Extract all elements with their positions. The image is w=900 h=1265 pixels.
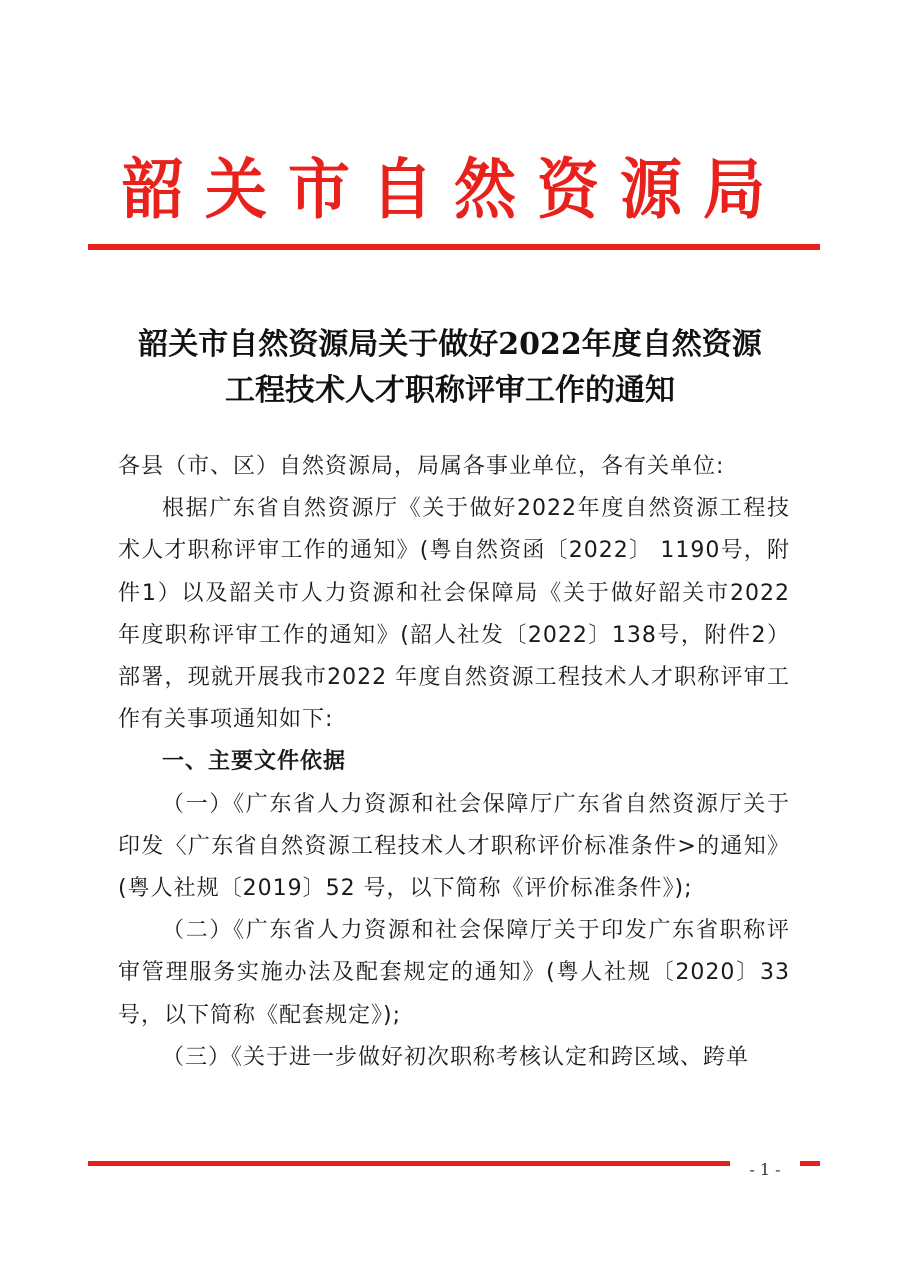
document-title-line-2: 工程技术人才职称评审工作的通知 <box>225 373 675 408</box>
document-title <box>100 322 800 414</box>
intro-paragraph: 根据广东省自然资源厅《关于做好2022年度自然资源工程技术人才职称评审工作的通知》(粤自然资函〔2022〕 1190号，附件1）以及韶关市人力资源和社会保障局《关于做好韶关市2022 年度职称评审工作的通知》(韶人社发〔2022〕138号，附件2）部署，现就开展我市2022 年度自然资源工程技术人才职称评审工作有关事项通知如下: <box>118 496 790 733</box>
section-heading-1: 一、主要文件依据 <box>162 749 347 775</box>
page-number: - 1 - <box>730 1160 800 1180</box>
agency-masthead: 韶关市自然资源局 <box>121 151 786 228</box>
basis-item-3: （三）《关于进一步做好初次职称考核认定和跨区域、跨单 <box>162 1044 750 1070</box>
basis-item-1: （一）《广东省人力资源和社会保障厅广东省自然资源厅关于印发〈广东省自然资源工程技术人才职称评价标准条件>的通知》(粤人社规〔2019〕52 号，以下简称《评价标准条件》); <box>118 791 790 902</box>
salutation: 各县（市、区）自然资源局，局属各事业单位，各有关单位: <box>118 454 725 479</box>
footer-red-rule <box>88 1161 820 1166</box>
masthead-red-rule <box>88 244 820 250</box>
document-body <box>118 446 790 1079</box>
document-title-line-1: 韶关市自然资源局关于做好2022年度自然资源 <box>138 327 762 362</box>
basis-item-2: （二）《广东省人力资源和社会保障厅关于印发广东省职称评审管理服务实施办法及配套规定的通知》(粤人社规〔2020〕33 号，以下简称《配套规定》); <box>118 918 790 1028</box>
